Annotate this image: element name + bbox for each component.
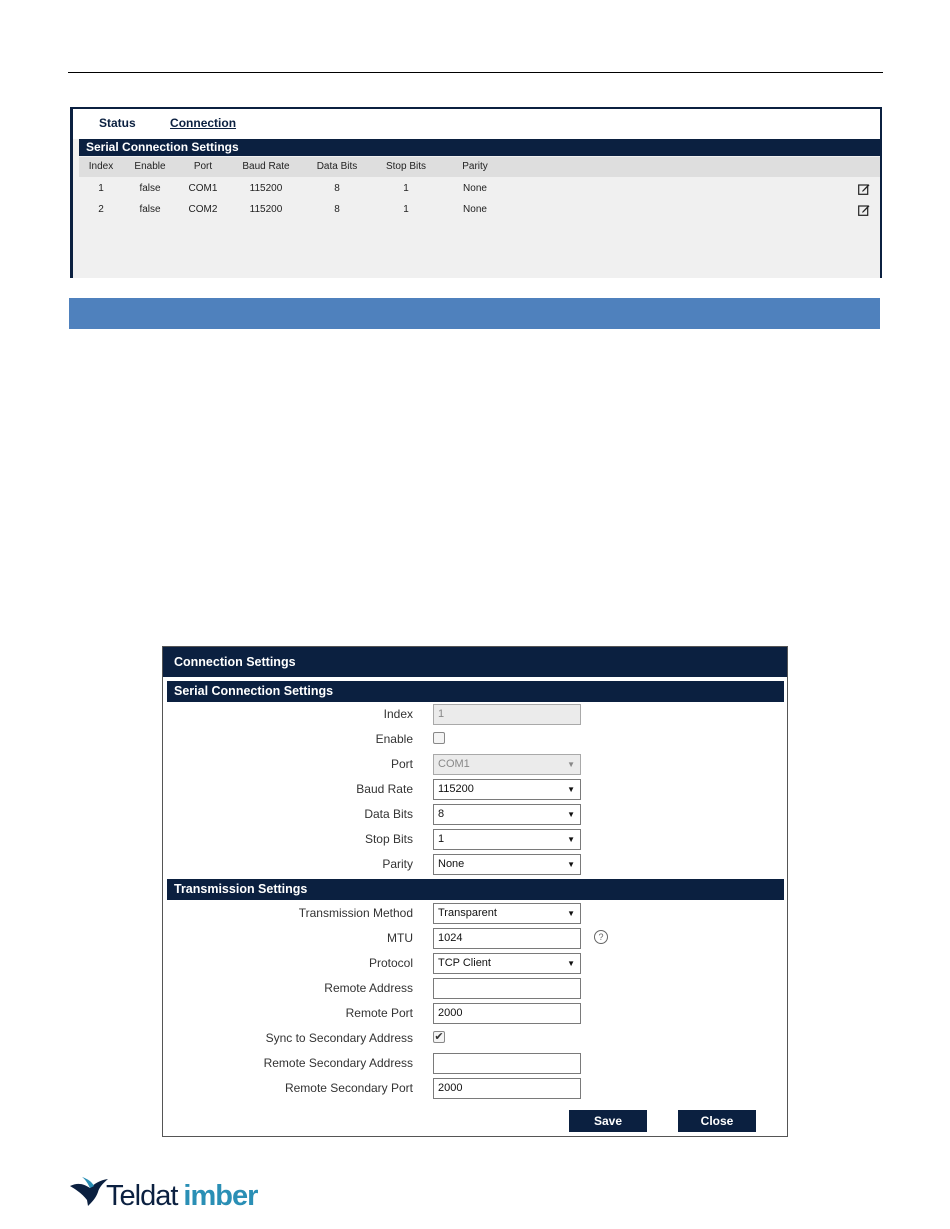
table-row bbox=[79, 180, 880, 200]
protocol-label: Protocol bbox=[368, 956, 413, 970]
help-icon[interactable]: ? bbox=[594, 930, 608, 944]
enable-checkbox[interactable] bbox=[433, 732, 445, 744]
parity-value: None bbox=[438, 858, 465, 870]
teldat-imber-logo bbox=[68, 1170, 298, 1220]
baud-rate-value: 115200 bbox=[438, 783, 474, 795]
mtu-label: MTU bbox=[387, 931, 413, 945]
baud-rate-label: Baud Rate bbox=[356, 782, 413, 796]
chevron-down-icon: ▼ bbox=[567, 909, 575, 918]
cell-enable: false bbox=[139, 204, 161, 215]
enable-label: Enable bbox=[375, 732, 413, 746]
index-input: 1 bbox=[433, 704, 581, 725]
cell-stop-bits: 1 bbox=[403, 204, 409, 215]
transmission-method-label: Transmission Method bbox=[298, 906, 413, 920]
data-bits-label: Data Bits bbox=[364, 807, 413, 821]
remote-secondary-port-label: Remote Secondary Port bbox=[284, 1081, 413, 1095]
remote-secondary-address-row bbox=[163, 1052, 787, 1077]
col-baud-rate: Baud Rate bbox=[242, 161, 290, 172]
dialog-title: Connection Settings bbox=[163, 647, 787, 677]
chevron-down-icon: ▼ bbox=[567, 760, 575, 769]
transmission-method-value: Transparent bbox=[438, 907, 497, 919]
cell-port: COM1 bbox=[188, 183, 218, 194]
connection-settings-dialog bbox=[162, 646, 788, 1137]
mtu-input[interactable]: 1024 bbox=[433, 928, 581, 949]
parity-select[interactable] bbox=[433, 854, 581, 875]
tab-bar bbox=[99, 116, 267, 130]
serial-section-header: Serial Connection Settings bbox=[167, 681, 784, 702]
remote-address-input[interactable] bbox=[433, 978, 581, 999]
protocol-select[interactable] bbox=[433, 953, 581, 974]
chevron-down-icon: ▼ bbox=[567, 835, 575, 844]
tab-status[interactable]: Status bbox=[99, 116, 136, 130]
cell-port: COM2 bbox=[188, 204, 218, 215]
index-row bbox=[163, 703, 787, 728]
protocol-value: TCP Client bbox=[438, 957, 491, 969]
edit-icon[interactable] bbox=[858, 204, 870, 216]
mtu-row bbox=[163, 927, 787, 952]
port-row bbox=[163, 753, 787, 778]
port-select bbox=[433, 754, 581, 775]
table-row bbox=[79, 201, 880, 221]
header-rule bbox=[68, 72, 883, 73]
remote-address-label: Remote Address bbox=[324, 981, 413, 995]
cell-parity: None bbox=[463, 204, 487, 215]
section-title: Serial Connection Settings bbox=[79, 139, 880, 156]
sync-secondary-row bbox=[163, 1027, 787, 1052]
remote-secondary-port-input[interactable]: 2000 bbox=[433, 1078, 581, 1099]
chevron-down-icon: ▼ bbox=[567, 860, 575, 869]
protocol-row bbox=[163, 952, 787, 977]
data-bits-value: 8 bbox=[438, 808, 445, 820]
cell-index: 1 bbox=[98, 183, 104, 194]
edit-icon[interactable] bbox=[858, 183, 870, 195]
table-header bbox=[79, 157, 880, 177]
col-index: Index bbox=[88, 161, 114, 172]
save-button[interactable]: Save bbox=[569, 1110, 647, 1132]
cell-enable: false bbox=[139, 183, 161, 194]
cell-data-bits: 8 bbox=[334, 183, 340, 194]
parity-row bbox=[163, 853, 787, 878]
parity-label: Parity bbox=[382, 857, 413, 871]
remote-port-label: Remote Port bbox=[345, 1006, 413, 1020]
stop-bits-row bbox=[163, 828, 787, 853]
stop-bits-select[interactable] bbox=[433, 829, 581, 850]
cell-index: 2 bbox=[98, 204, 104, 215]
baud-rate-row bbox=[163, 778, 787, 803]
remote-secondary-port-row bbox=[163, 1077, 787, 1102]
cell-parity: None bbox=[463, 183, 487, 194]
transmission-section-header: Transmission Settings bbox=[167, 879, 784, 900]
connection-list-panel bbox=[70, 107, 882, 278]
chevron-down-icon: ▼ bbox=[567, 959, 575, 968]
remote-secondary-address-label: Remote Secondary Address bbox=[263, 1056, 413, 1070]
cell-baud-rate: 115200 bbox=[249, 204, 283, 215]
data-bits-select[interactable] bbox=[433, 804, 581, 825]
chevron-down-icon: ▼ bbox=[567, 810, 575, 819]
col-port: Port bbox=[193, 161, 213, 172]
port-value: COM1 bbox=[438, 758, 470, 770]
close-button[interactable]: Close bbox=[678, 1110, 756, 1132]
chevron-down-icon: ▼ bbox=[567, 785, 575, 794]
remote-secondary-address-input[interactable] bbox=[433, 1053, 581, 1074]
cell-stop-bits: 1 bbox=[403, 183, 409, 194]
col-data-bits: Data Bits bbox=[316, 161, 358, 172]
sync-secondary-label: Sync to Secondary Address bbox=[265, 1031, 413, 1045]
cell-data-bits: 8 bbox=[334, 204, 340, 215]
tab-connection[interactable]: Connection bbox=[170, 116, 237, 130]
col-parity: Parity bbox=[462, 161, 488, 172]
remote-port-row bbox=[163, 1002, 787, 1027]
stop-bits-value: 1 bbox=[438, 833, 445, 845]
brand-name: Teldat bbox=[106, 1180, 178, 1212]
port-label: Port bbox=[390, 757, 413, 771]
remote-address-row bbox=[163, 977, 787, 1002]
col-stop-bits: Stop Bits bbox=[385, 161, 427, 172]
transmission-method-row bbox=[163, 902, 787, 927]
data-bits-row bbox=[163, 803, 787, 828]
enable-row bbox=[163, 728, 787, 753]
stop-bits-label: Stop Bits bbox=[364, 832, 413, 846]
sync-secondary-checkbox[interactable]: ✔ bbox=[434, 1031, 444, 1043]
table-banner bbox=[69, 298, 880, 329]
transmission-method-select[interactable] bbox=[433, 903, 581, 924]
remote-port-input[interactable]: 2000 bbox=[433, 1003, 581, 1024]
baud-rate-select[interactable] bbox=[433, 779, 581, 800]
product-name: imber bbox=[183, 1180, 258, 1212]
col-enable: Enable bbox=[134, 161, 166, 172]
index-label: Index bbox=[383, 707, 413, 721]
cell-baud-rate: 115200 bbox=[249, 183, 283, 194]
logo-text bbox=[106, 1180, 257, 1213]
